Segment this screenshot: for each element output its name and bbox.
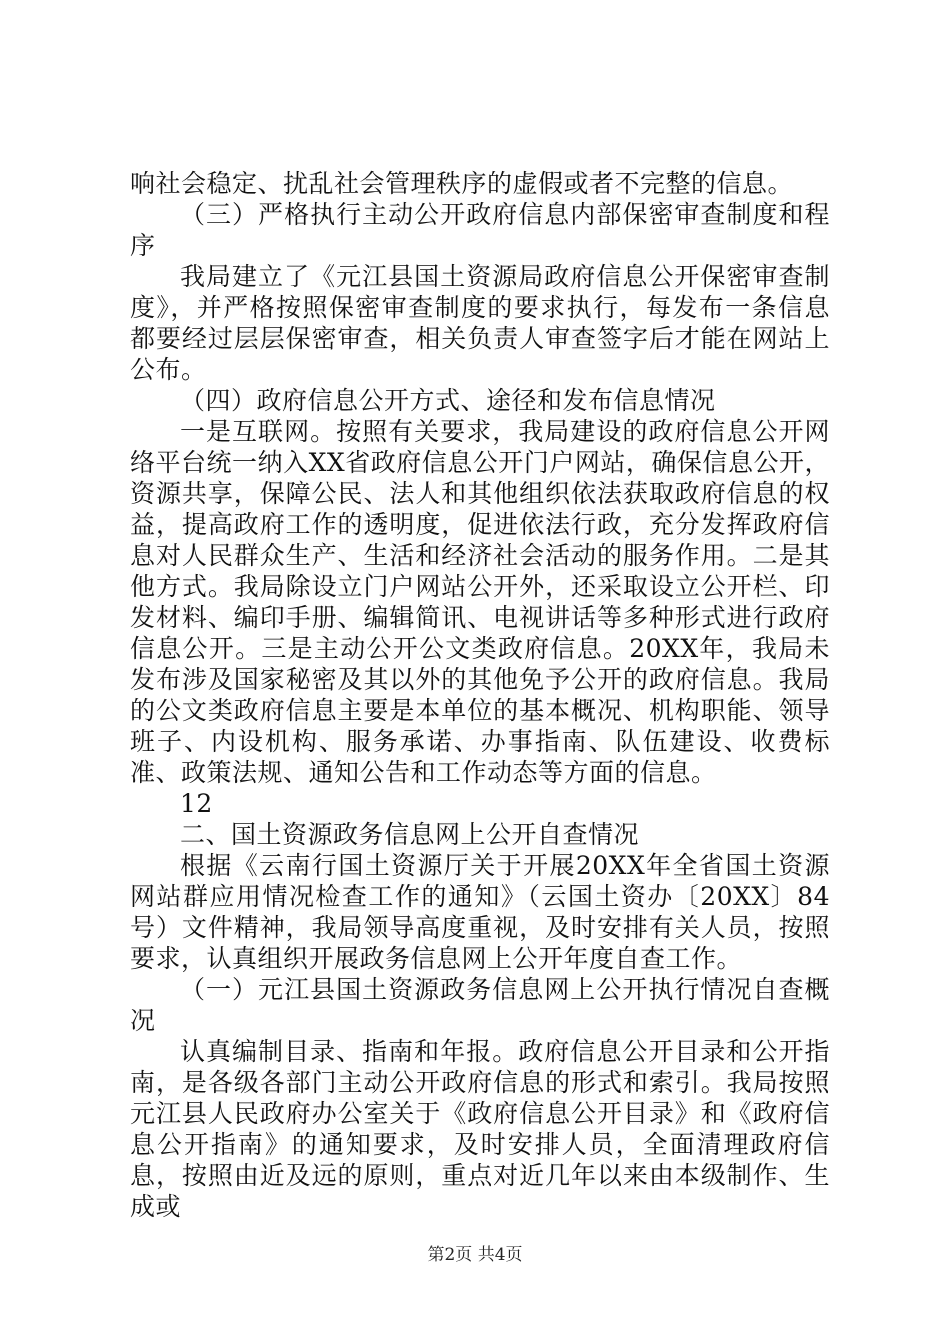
chapter-heading-2: 二、国土资源政务信息网上公开自查情况 (180, 820, 640, 849)
paragraph-1: 响社会稳定、扰乱社会管理秩序的虚假或者不完整的信息。 (130, 169, 794, 198)
paragraph-3: 一是互联网。按照有关要求，我局建设的政府信息公开网络平台统一纳入XX省政府信息公开门户网站，确保信息公开，资源共享，保障公民、法人和其他组织依法获取政府信息的权益，提高政府工作的透明度，促进依法行政，充分发挥政府信息对人民群众生产、生活和经济社会活动的服务作用。二是其他方式。我局除设立门户网站公开外，还采取设立公开栏、印发材料、编印手册、编辑简讯、电视讲话等多种形式进行政府信息公开。三是主动公开公文类政府信息。20XX年，我局未发布涉及国家秘密及其以外的其他免予公开的政府信息。我局的公文类政府信息主要是本单位的基本概况、机构职能、领导班子、内设机构、服务承诺、办事指南、队伍建设、收费标准、政策法规、通知公告和工作动态等方面的信息。 (130, 417, 830, 787)
document-body (130, 168, 830, 1222)
paragraph-4: 根据《云南行国土资源厅关于开展20XX年全省国土资源网站群应用情况检查工作的通知》（云国土资办〔20XX〕84号）文件精神，我局领导高度重视，及时安排有关人员，按照要求，认真组织开展政务信息网上公开年度自查工作。 (130, 851, 830, 973)
paragraph-2: 我局建立了《元江县国土资源局政府信息公开保密审查制度》，并严格按照保密审查制度的要求执行，每发布一条信息都要经过层层保密审查，相关负责人审查签字后才能在网站上公布。 (130, 262, 830, 384)
section-heading-3: （三）严格执行主动公开政府信息内部保密审查制度和程序 (130, 200, 830, 260)
page-number-footer: 第2页 共4页 (427, 1245, 523, 1265)
section-heading-4: （四）政府信息公开方式、途径和发布信息情况 (180, 386, 716, 415)
paragraph-5: 认真编制目录、指南和年报。政府信息公开目录和公开指南，是各级各部门主动公开政府信息的形式和索引。我局按照元江县人民政府办公室关于《政府信息公开目录》和《政府信息公开指南》的通知要求，及时安排人员，全面清理政府信息，按照由近及远的原则，重点对近几年以来由本级制作、生成或 (130, 1037, 830, 1221)
section-heading-1: （一）元江县国土资源政务信息网上公开执行情况自查概况 (130, 975, 830, 1035)
stray-number: 12 (180, 789, 213, 818)
